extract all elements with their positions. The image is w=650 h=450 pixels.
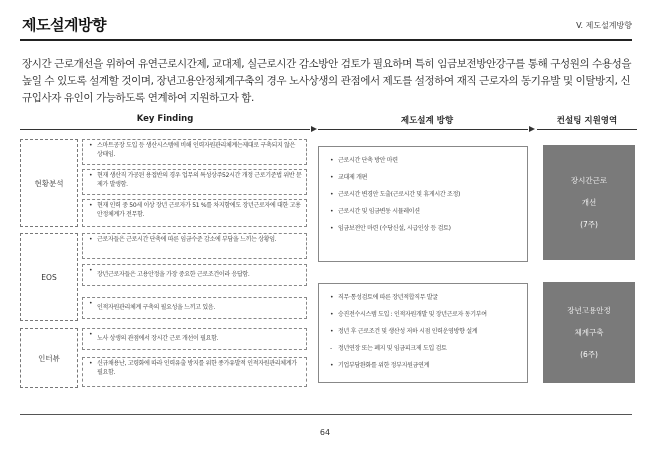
consulting-label: 장시간근로 <box>570 176 608 185</box>
consulting-box-senior <box>543 282 635 383</box>
header-arrow-icon <box>311 126 317 132</box>
header-rule-key-finding <box>20 129 310 130</box>
header-arrow-icon <box>529 126 535 132</box>
group-label: 인터뷰 <box>38 353 60 363</box>
consulting-duration: (7주) <box>580 220 598 229</box>
finding-item: • 스마트공장 도입 등 생산시스템에 비해 인력자원관리체계는제대로 구축되지 않은 상태임. <box>82 139 307 165</box>
consulting-duration: (6주) <box>580 350 598 359</box>
header-rule-consulting <box>537 129 637 130</box>
group-label: EOS <box>41 272 57 282</box>
design-item: • 직무·통성검토에 따른 장년적합직무 발굴 <box>329 294 521 302</box>
design-item: • 교대제 개편 <box>329 174 521 182</box>
column-header-consulting: 컨설팅 지원영역 <box>556 116 618 126</box>
design-item: • 기업부담완화를 위한 정부지원금연계 <box>329 362 521 370</box>
column-header-design: 제도설계 방향 <box>400 116 454 126</box>
page-number: 64 <box>319 428 331 437</box>
group-eos <box>20 233 78 321</box>
design-box-worktime <box>318 146 528 262</box>
finding-item: • 현재 생산직 가공된 용접반의 경우 업무의 특성상주52시간 개정 근로기준법 위반 문제가 발생함. <box>82 169 307 195</box>
consulting-label: 개선 <box>581 198 597 207</box>
design-item: • 정년 후 근로조건 및 생산성 저하 시점 인력운영방향 설계 <box>329 328 521 336</box>
column-header-key-finding: Key Finding <box>136 114 194 124</box>
design-item: • 임금보전안 마련 (수당신설, 시급인상 등 검토) <box>329 225 521 233</box>
consulting-label: 장년고용안정 <box>567 306 611 315</box>
group-label: 현황분석 <box>34 178 64 188</box>
consulting-label: 체계구축 <box>574 328 604 337</box>
finding-item: • 근로자들은 근로시간 단축에 따른 임금수준 감소에 부담을 느끼는 상황임. <box>82 233 307 259</box>
bottom-rule <box>20 414 632 415</box>
design-box-senior <box>318 283 528 383</box>
design-item: • 승진전수시스템 도입 : 인적자원개발 및 장년근로자 동기부여 <box>329 311 521 319</box>
group-current <box>20 139 78 227</box>
finding-item: • 인적자원관리체계 구축의 필요성을 느끼고 있음. <box>82 297 307 319</box>
title-rule <box>20 39 632 41</box>
design-item: • 근로시간 및 임금변동 시뮬레이션 <box>329 208 521 216</box>
design-item: • 근로시간 변경안 도출(근로시간 및 휴게시간 조정) <box>329 191 521 199</box>
section-tag: V. 제도설계방향 <box>576 21 632 30</box>
intro-paragraph: 장시간 근로개선을 위하여 유연근로시간제, 교대제, 실근로시간 감소방안 검토가 필요하며 특히 임금보전방안강구를 통해 구성원의 수용성을 높일 수 있도록 설계할 것이며, 장년고용안정체계구축의 경우 노사상생의 관점에서 제도를 설정하여 재직 근로자의 동기유발 및 이탈방지, 신규입사자 유인이 가능하도록 연계하여 지원하고자 함. <box>22 58 632 104</box>
page-title: 제도설계방향 <box>22 16 106 34</box>
finding-item: • 신규채용난, 고령화에 따라 인력유출 방지를 위한 종가유발적 인적자원관리체계가 필요함. <box>82 357 307 387</box>
design-item: • 근로시간 단축 방안 마련 <box>329 157 521 165</box>
finding-item: • 노사 상생의 관점에서 장시간 근로 개선이 필요함. <box>82 328 307 350</box>
finding-item: • 현재 인력 중 50세 이상 장년 근로자가 51 %를 차지함에도 장년근로자에 대한 고용안정체계가 전무함. <box>82 199 307 227</box>
design-item: - 정년연장 또는 폐지 및 임금피크제 도입 검토 <box>329 345 521 353</box>
header-rule-design <box>318 129 528 130</box>
consulting-box-worktime <box>543 145 635 260</box>
group-interview <box>20 328 78 388</box>
finding-item: • 장년근로자들은 고용안정을 가장 중요한 근로조건이라 응답함. <box>82 264 307 286</box>
